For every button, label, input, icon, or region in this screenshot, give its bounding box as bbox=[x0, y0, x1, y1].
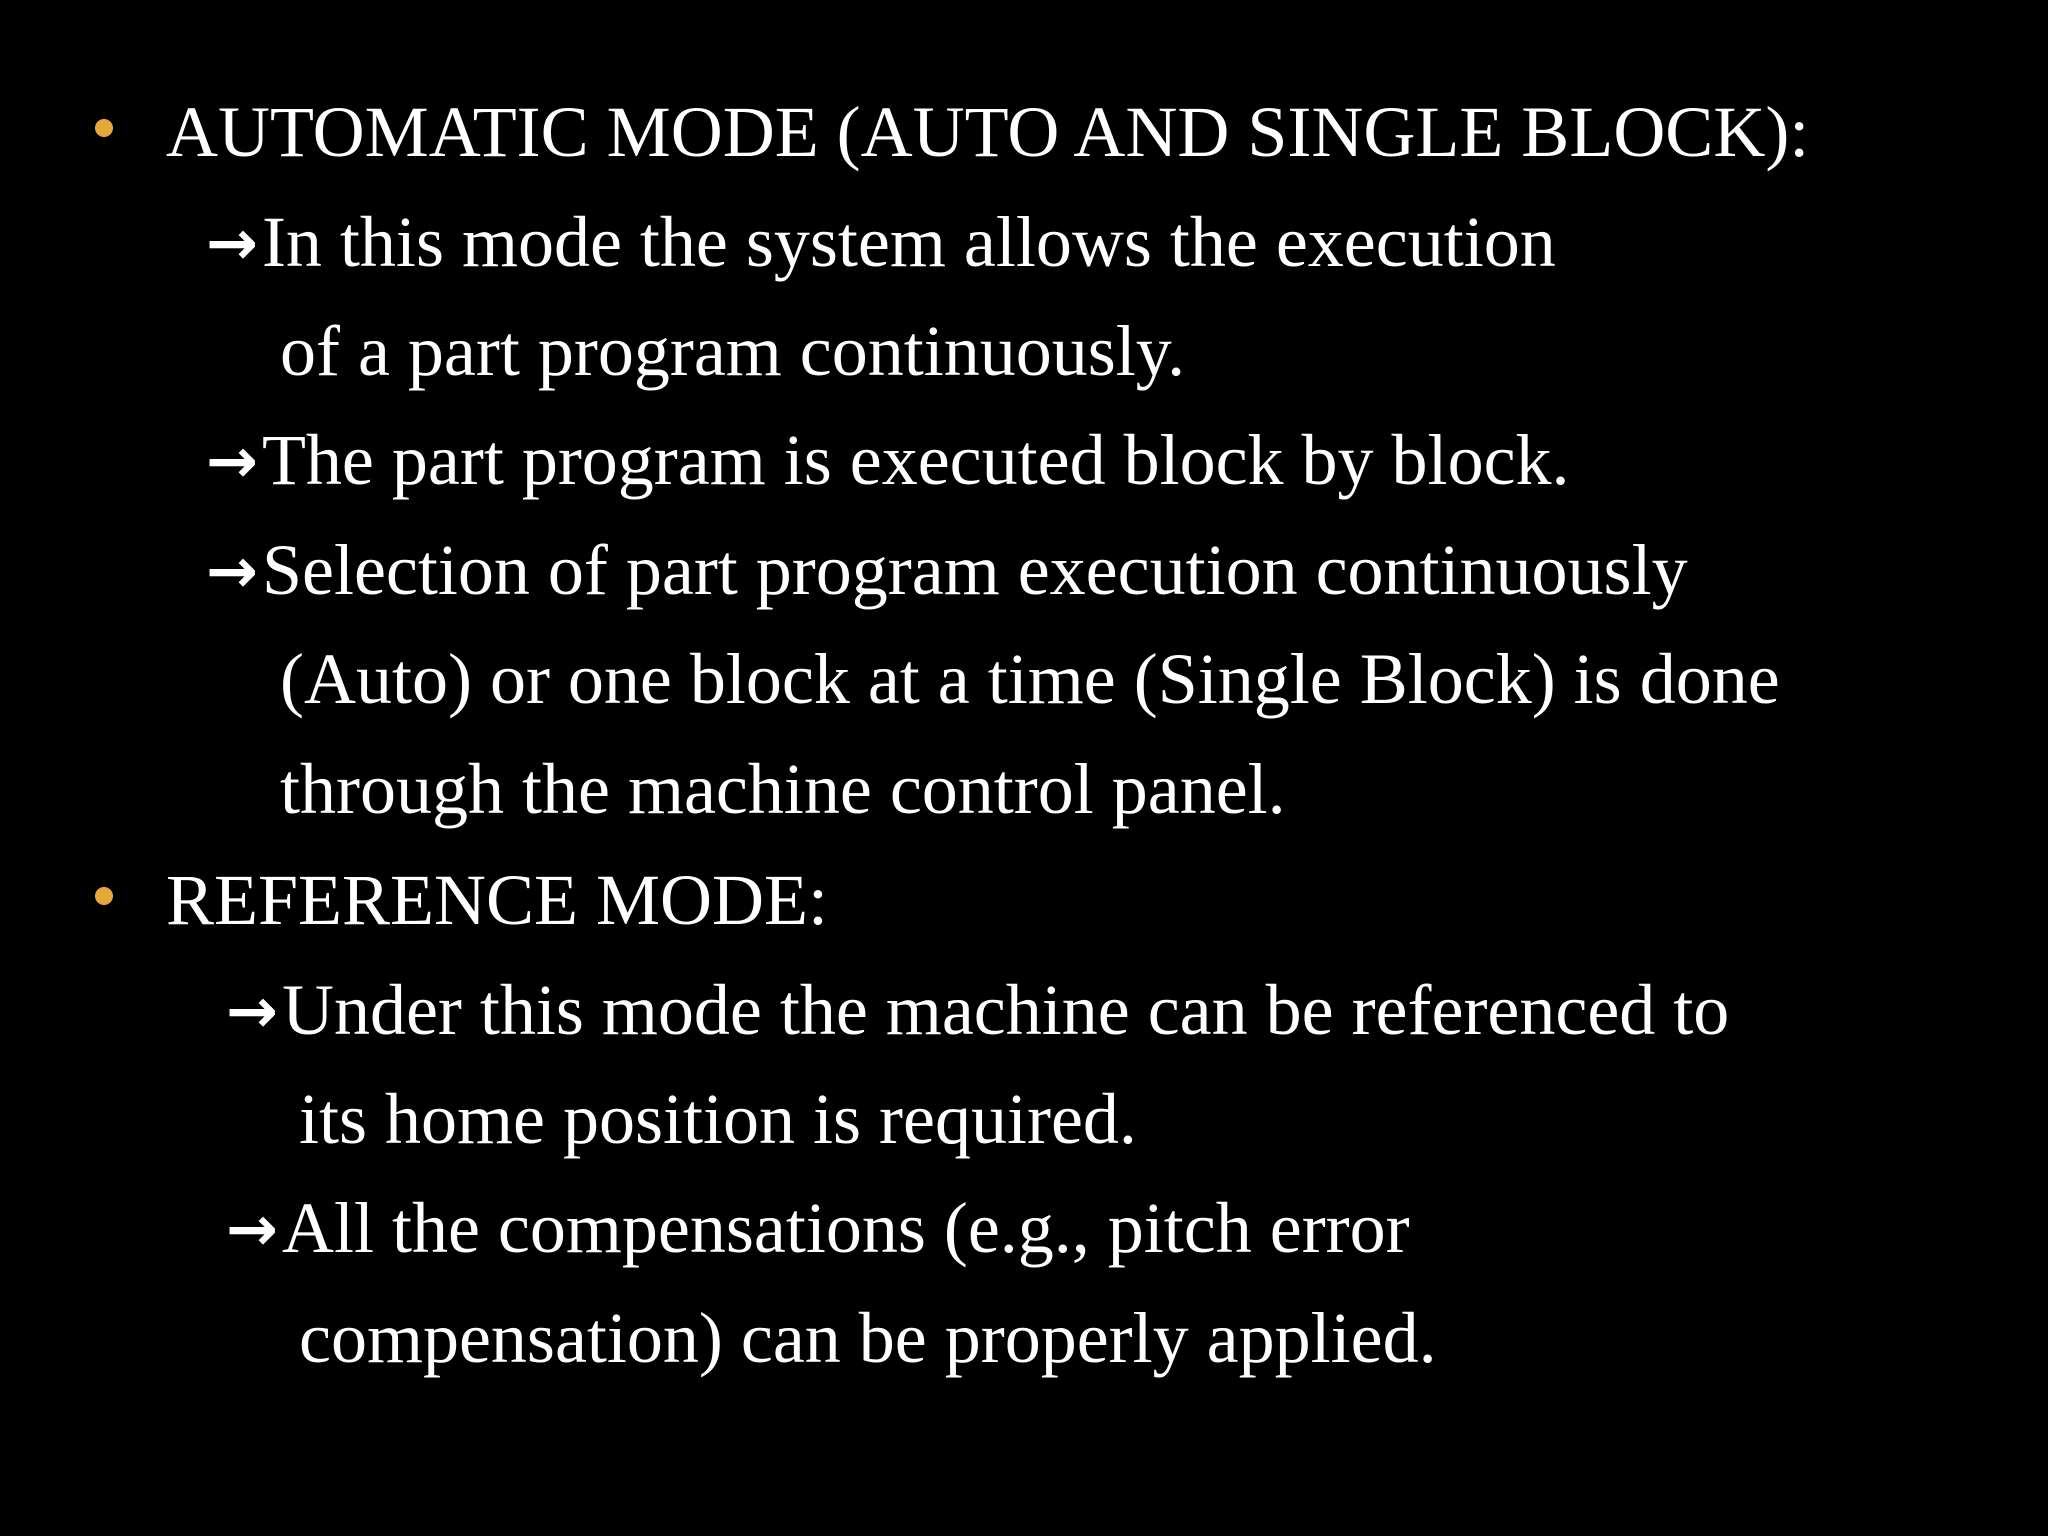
section-heading-automatic-mode: AUTOMATIC MODE (AUTO AND SINGLE BLOCK): bbox=[166, 92, 1810, 172]
point-line bbox=[226, 1188, 1410, 1268]
point-line bbox=[206, 202, 1556, 282]
point-text: All the compensations (e.g., pitch error bbox=[281, 1188, 1410, 1268]
point-text: In this mode the system allows the execution bbox=[261, 202, 1556, 282]
arrow-right-icon: → bbox=[206, 206, 258, 279]
arrow-right-icon: → bbox=[206, 534, 258, 607]
section-heading-reference-mode: REFERENCE MODE: bbox=[166, 860, 829, 940]
arrow-right-icon: → bbox=[226, 1192, 278, 1265]
arrow-right-icon: → bbox=[226, 974, 278, 1047]
point-text: The part program is executed block by block. bbox=[261, 420, 1570, 500]
point-text: Under this mode the machine can be referenced to bbox=[281, 970, 1730, 1050]
arrow-right-icon: → bbox=[206, 424, 258, 497]
point-line-continuation: of a part program continuously. bbox=[280, 311, 1186, 391]
point-line-continuation: its home position is required. bbox=[299, 1079, 1137, 1159]
point-text: Selection of part program execution continuously bbox=[261, 530, 1688, 610]
point-line-continuation: through the machine control panel. bbox=[280, 749, 1286, 829]
point-line-continuation: compensation) can be properly applied. bbox=[299, 1298, 1437, 1378]
point-line bbox=[206, 530, 1688, 610]
point-line bbox=[226, 970, 1730, 1050]
point-line-continuation: (Auto) or one block at a time (Single Block) is done bbox=[280, 639, 1780, 719]
bullet-dot-icon bbox=[95, 887, 113, 905]
bullet-dot-icon bbox=[95, 119, 113, 137]
point-line bbox=[206, 420, 1570, 500]
